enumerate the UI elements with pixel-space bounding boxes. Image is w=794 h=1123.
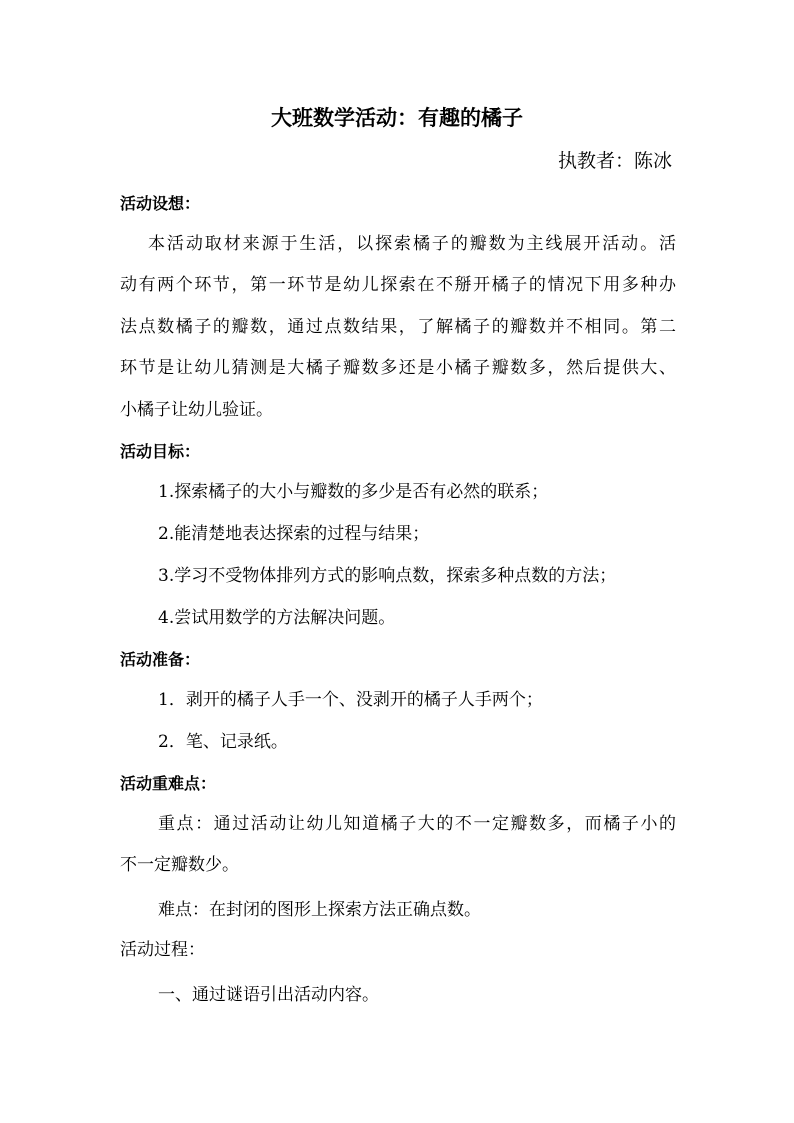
goal-item: 1.探索橘子的大小与瓣数的多少是否有必然的联系； bbox=[158, 482, 549, 502]
section-heading-key-points: 活动重难点： bbox=[120, 774, 217, 793]
author-line: 执教者：陈冰 bbox=[557, 150, 672, 172]
section-heading-design: 活动设想： bbox=[120, 194, 201, 213]
goal-item: 4.尝试用数学的方法解决问题。 bbox=[158, 608, 396, 628]
section-heading-process: 活动过程： bbox=[120, 940, 205, 960]
section-heading-preparation: 活动准备： bbox=[120, 650, 201, 669]
focus-line: 不一定瓣数少。 bbox=[120, 855, 239, 875]
focus-line: 重点：通过活动让幼儿知道橘子大的不一定瓣数多，而橘子小的 bbox=[158, 814, 676, 834]
preparation-item: 1．剥开的橘子人手一个、没剥开的橘子人手两个； bbox=[158, 690, 543, 710]
difficulty-line: 难点：在封闭的图形上探索方法正确点数。 bbox=[158, 900, 481, 920]
preparation-item: 2．笔、记录纸。 bbox=[158, 732, 288, 752]
section-heading-goals: 活动目标： bbox=[120, 442, 201, 461]
goal-item: 2.能清楚地表达探索的过程与结果； bbox=[158, 524, 430, 544]
design-paragraph-line: 法点数橘子的瓣数，通过点数结果，了解橘子的瓣数并不相同。第二 bbox=[120, 317, 676, 337]
design-paragraph-line: 环节是让幼儿猜测是大橘子瓣数多还是小橘子瓣数多，然后提供大、 bbox=[120, 358, 676, 378]
design-paragraph-line: 动有两个环节，第一环节是幼儿探索在不掰开橘子的情况下用多种办 bbox=[120, 275, 676, 295]
process-step: 一、通过谜语引出活动内容。 bbox=[158, 985, 379, 1005]
design-paragraph-line: 本活动取材来源于生活，以探索橘子的瓣数为主线展开活动。活 bbox=[148, 234, 676, 254]
design-paragraph-line: 小橘子让幼儿验证。 bbox=[120, 400, 273, 420]
document-title: 大班数学活动：有趣的橘子 bbox=[271, 106, 523, 130]
goal-item: 3.学习不受物体排列方式的影响点数，探索多种点数的方法； bbox=[158, 566, 617, 586]
